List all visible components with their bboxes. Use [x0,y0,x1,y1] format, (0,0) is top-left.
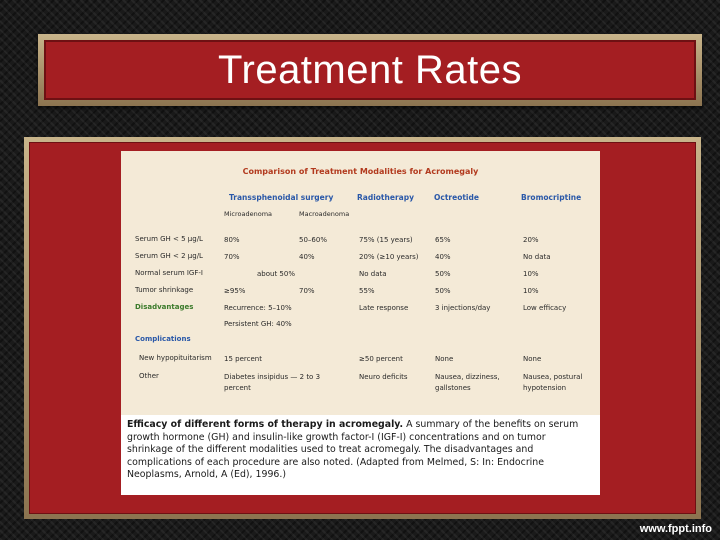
table-cell: 50% [435,287,451,295]
table-cell: Recurrence: 5–10% [224,304,292,312]
title-frame [38,34,702,106]
table-cell: 40% [435,253,451,261]
table-cell: Late response [359,304,409,312]
table-cell: Persistent GH: 40% [224,320,292,328]
table-cell: 50% [435,270,451,278]
table-cell: Nausea, dizziness, gallstones [435,373,500,392]
caption-bold: Efficacy of different forms of therapy in acromegaly. [127,419,404,430]
title-panel [44,40,696,100]
table-cell: 20% [523,236,539,244]
row-label: Serum GH < 2 µg/L [135,252,203,260]
table-cell: 65% [435,236,451,244]
col-header-bromocriptine: Bromocriptine [521,193,582,202]
table-cell: 50–60% [299,236,327,244]
row-label: Tumor shrinkage [135,286,194,294]
row-label: New hypopituitarism [139,354,212,362]
subheader-microadenoma: Microadenoma [224,210,273,218]
table-cell: ≥50 percent [359,355,403,363]
complications-label: Complications [135,335,191,343]
table-cell: 10% [523,270,539,278]
table-cell: 70% [224,253,240,261]
slide-title: Treatment Rates [218,47,522,92]
treatment-figure [121,151,600,495]
table-cell: Diabetes insipidus — 2 to 3 percent [224,373,321,392]
table-cell: 20% (≥10 years) [359,253,419,261]
col-header-octreotide: Octreotide [434,193,479,202]
table-cell: 75% (15 years) [359,236,413,244]
table-cell: Neuro deficits [359,373,408,381]
row-label: Other [139,372,159,380]
figure-title: Comparison of Treatment Modalities for Acromegaly [242,167,479,176]
figure-caption [121,415,600,495]
col-header-radiotherapy: Radiotherapy [357,193,414,202]
disadvantages-label: Disadvantages [135,303,194,311]
table-cell: 70% [299,287,315,295]
table-cell: None [435,355,454,363]
table-cell: 40% [299,253,315,261]
table-cell: No data [359,270,387,278]
table-cell: None [523,355,542,363]
table-cell: about 50% [257,270,295,278]
subheader-macroadenoma: Macroadenoma [299,210,350,218]
table-cell: ≥95% [224,287,246,295]
row-label: Serum GH < 5 µg/L [135,235,203,243]
col-header-surgery: Transsphenoidal surgery [229,193,334,202]
table-cell: 15 percent [224,355,262,363]
watermark: www.fppt.info [639,523,712,535]
row-label: Normal serum IGF-I [135,269,203,277]
table-cell: Low efficacy [523,304,567,312]
caption-text: A summary of the benefits on serum growth hormone (GH) and insulin-like growth factor-I (IGF-I) concentrations and on tumor shrinkage of the different modalities used to treat acromegaly. The disadvantages and complications of each procedure are also noted. (Adapted from Melmed, S: In: Endocrine Neoplasms, Arnold, A (Ed), 1996.) [127,419,579,480]
table-cell: Nausea, postural hypotension [523,373,583,392]
table-cell: 80% [224,236,240,244]
table-cell: 10% [523,287,539,295]
table-cell: 3 injections/day [435,304,491,312]
table-cell: 55% [359,287,375,295]
table-cell: No data [523,253,551,261]
